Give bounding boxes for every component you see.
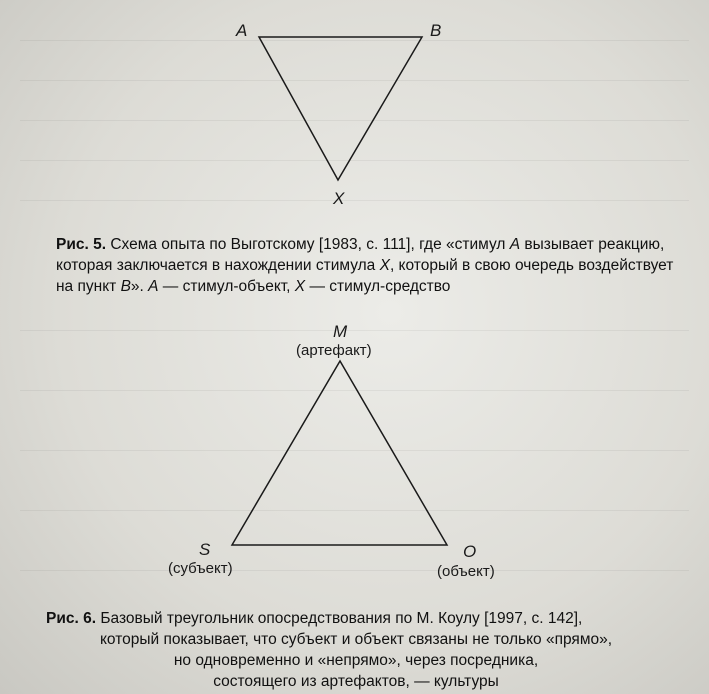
caption-text: — стимул-средство [305, 278, 451, 295]
figure-6-caption-label: Рис. 6. [46, 610, 97, 627]
caption-symbol-a: A [509, 236, 521, 253]
vertex-o-label: O [463, 542, 477, 561]
caption-text: вызывает реакцию, которая заключается в нахождении стимула [56, 236, 665, 274]
vertex-s-label: S [199, 540, 211, 559]
caption-text: Схема опыта по Выготскому [1983, с. 111], где «стимул [106, 236, 510, 253]
caption-symbol-a: A [148, 278, 159, 295]
caption-symbol-x: X [379, 257, 390, 274]
vertex-m-label: M [333, 322, 348, 341]
vertex-s-caption: (субъект) [168, 560, 233, 577]
vertex-m-caption: (артефакт) [296, 342, 372, 359]
caption-line: Базовый треугольник опосредствования по М. Коулу [1997, с. 142], [96, 610, 583, 627]
caption-line: состоящего из артефактов, — культуры [213, 673, 499, 690]
figure-5-caption-label: Рис. 5. [56, 236, 107, 253]
caption-symbol-x: X [294, 278, 306, 295]
caption-text: ». [130, 278, 149, 295]
caption-line: который показывает, что субъект и объект связаны не только «прямо», [99, 631, 613, 648]
caption-line: но одновременно и «непрямо», через посредника, [173, 652, 539, 669]
caption-text: , который в свою очередь воздействует на пункт [56, 257, 674, 295]
vertex-o-caption: (объект) [437, 563, 495, 580]
vertex-x-label: X [333, 189, 345, 208]
figure-6-triangle [232, 361, 447, 545]
vertex-a-label: A [236, 21, 248, 40]
figure-6-caption [46, 608, 666, 692]
caption-text: — стимул-объект, [158, 278, 295, 295]
caption-symbol-b: B [120, 278, 131, 295]
vertex-b-label: B [430, 21, 442, 40]
